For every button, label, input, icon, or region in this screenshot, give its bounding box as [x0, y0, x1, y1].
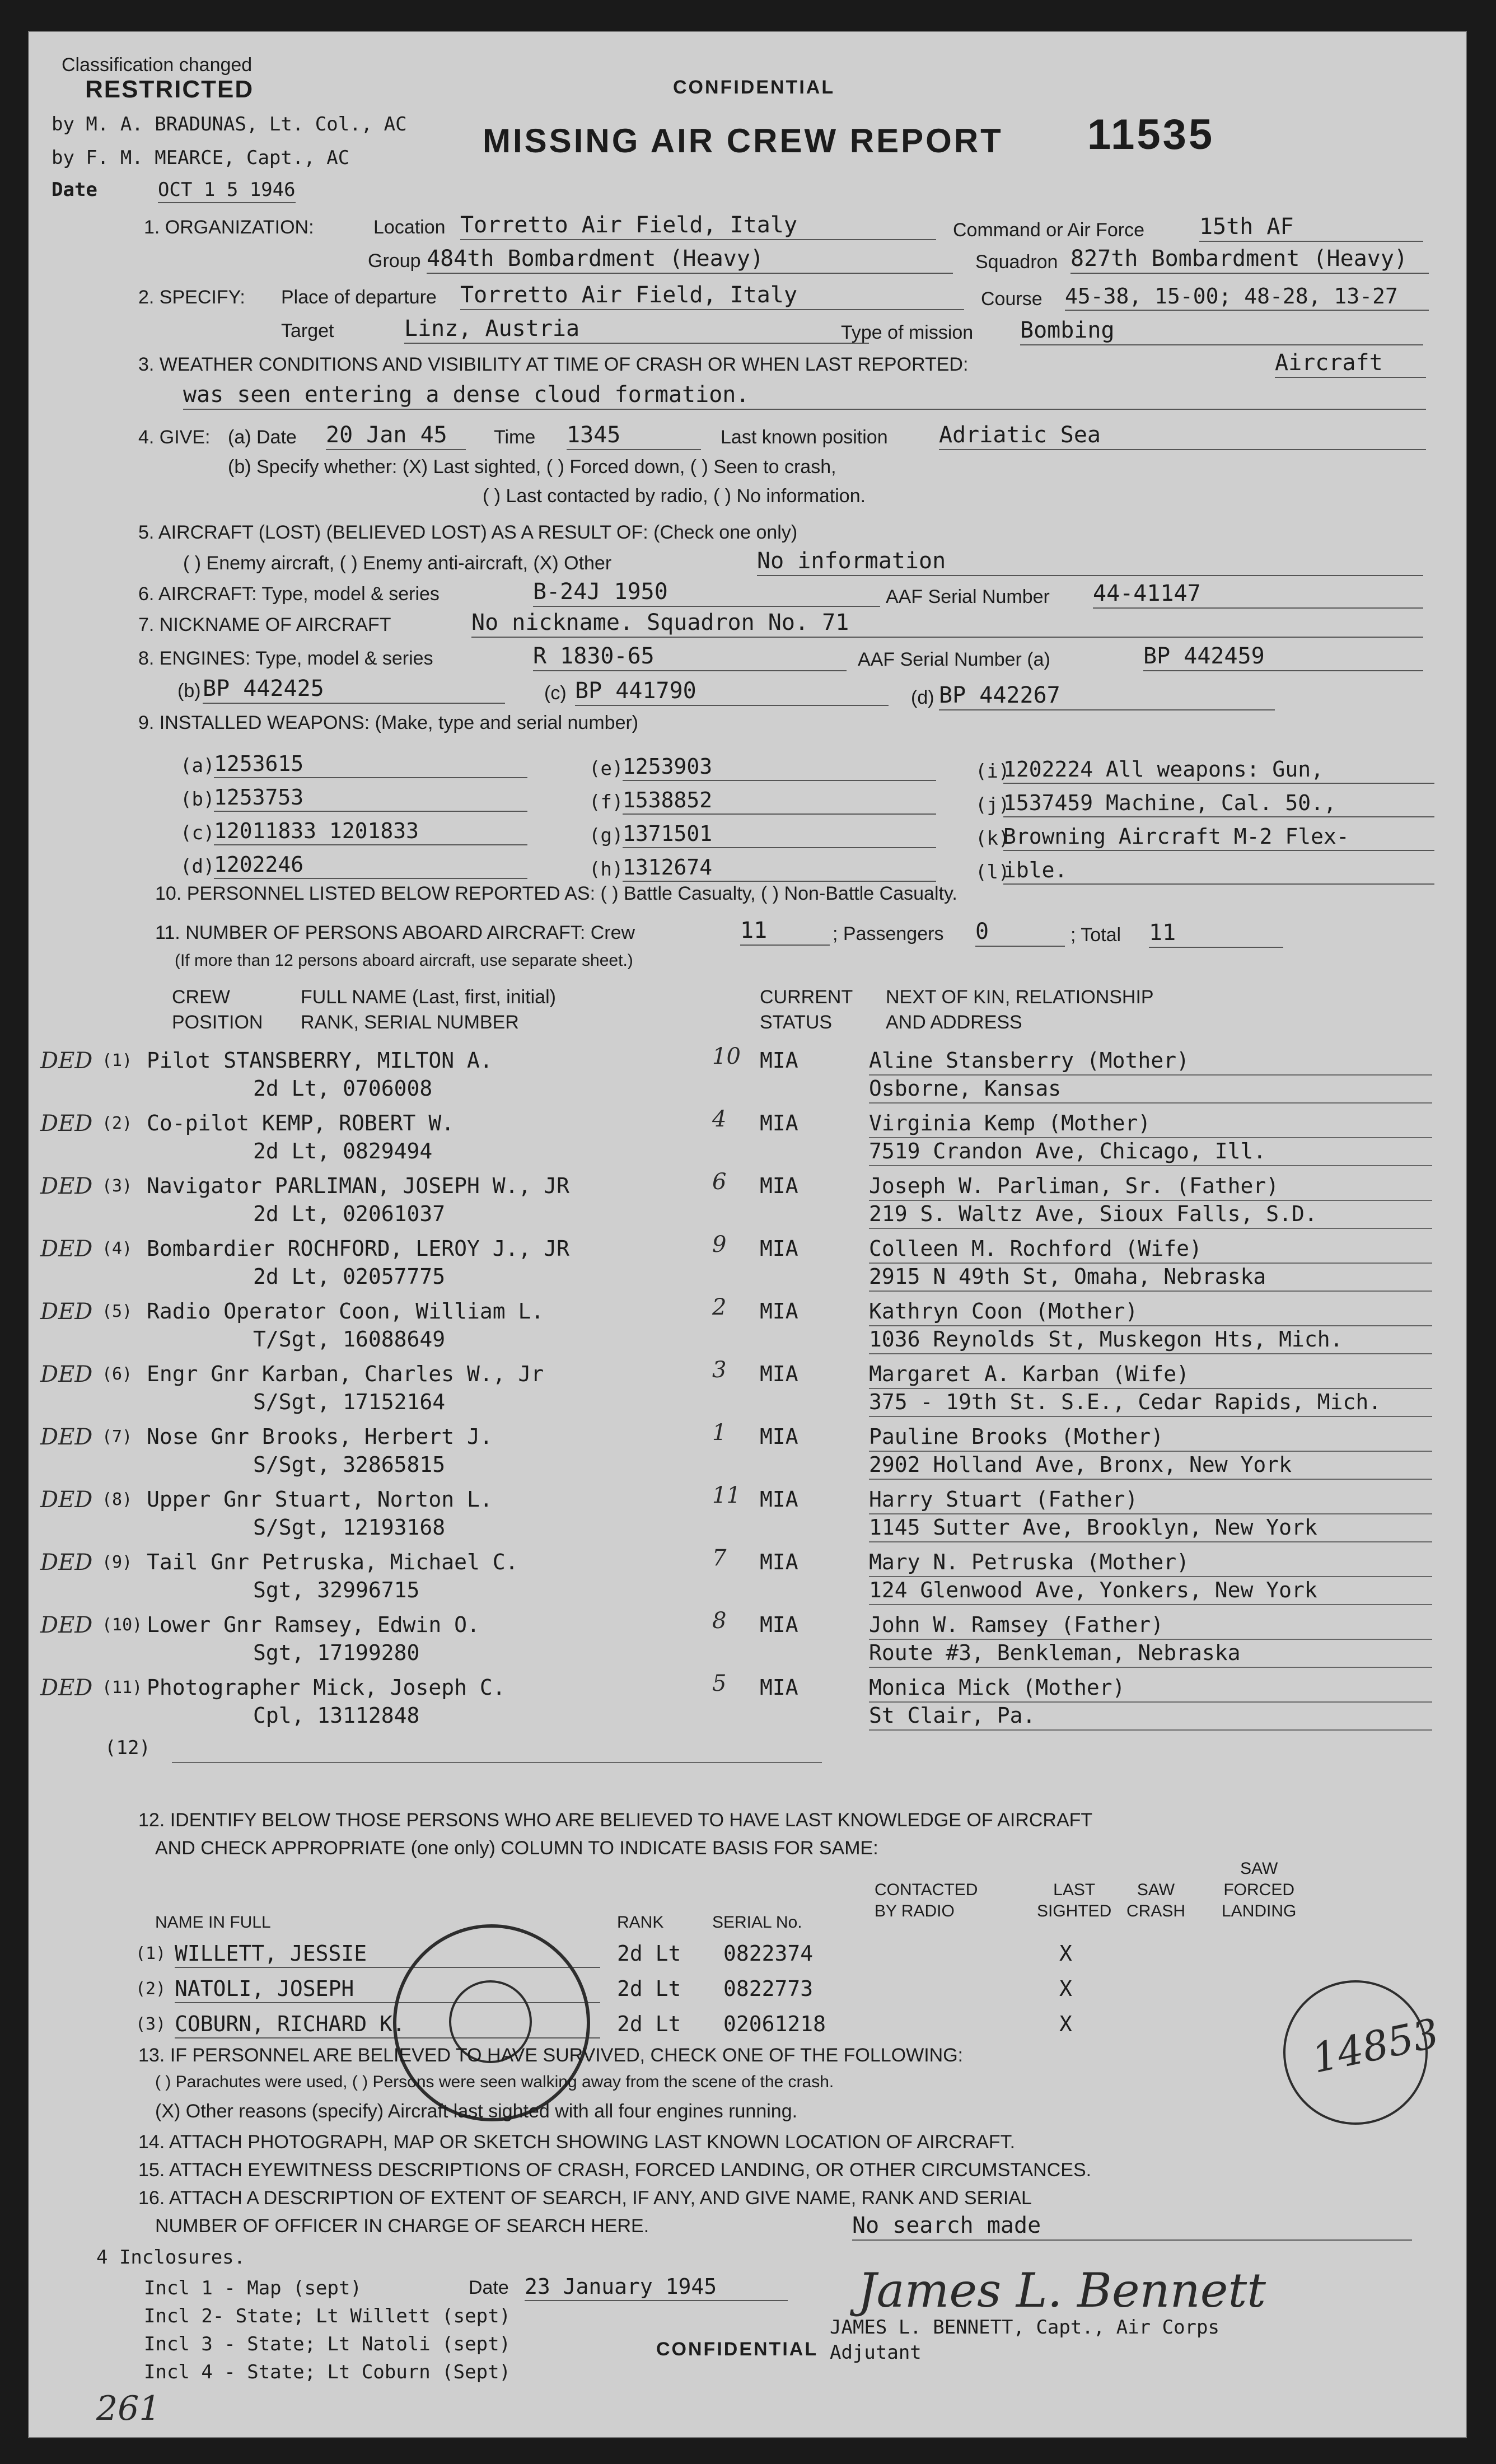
- s11-total-label: ; Total: [1070, 924, 1121, 946]
- weapon-serial: 1253753: [214, 785, 527, 812]
- crew-status: MIA: [760, 1048, 798, 1073]
- s13-line1: 13. IF PERSONNEL ARE BELIEVED TO HAVE SURVIVED, CHECK ONE OF THE FOLLOWING:: [138, 2045, 964, 2066]
- declass-by-2: by F. M. MEARCE, Capt., AC: [52, 147, 350, 169]
- s4-b-line2: ( ) Last contacted by radio, ( ) No information.: [483, 485, 866, 507]
- crew-kin-line: [869, 1228, 1432, 1229]
- crew-name: Tail Gnr Petruska, Michael C.: [147, 1550, 518, 1574]
- crew-name: Navigator PARLIMAN, JOSEPH W., JR: [147, 1173, 569, 1198]
- s8-d-label: (d): [911, 687, 934, 708]
- s4-position: Adriatic Sea: [939, 422, 1426, 450]
- crew-status-mark: DED: [40, 1612, 93, 1638]
- crew-rank-serial: T/Sgt, 16088649: [253, 1327, 446, 1352]
- inclosures-date-label: Date: [469, 2277, 509, 2298]
- crew-header-name-2: RANK, SERIAL NUMBER: [301, 1012, 519, 1033]
- weapon-key: (b): [180, 788, 215, 811]
- witness-serial: 0822773: [723, 1976, 814, 2001]
- witness-name: NATOLI, JOSEPH: [175, 1976, 600, 2003]
- crew-kin-line: [869, 1388, 1432, 1389]
- crew-number: (1): [102, 1051, 133, 1070]
- report-sheet: [28, 31, 1467, 2438]
- s8-d: BP 442267: [939, 682, 1275, 710]
- s2-label: 2. SPECIFY:: [138, 287, 245, 308]
- crew-rank-serial: 2d Lt, 0829494: [253, 1139, 433, 1163]
- weapon-key: (e): [589, 758, 624, 780]
- crew-kin: Colleen M. Rochford (Wife): [869, 1236, 1202, 1261]
- s2-departure: Torretto Air Field, Italy: [460, 282, 964, 310]
- file-number: 14853: [1307, 2009, 1443, 2082]
- s5-other: No information: [757, 548, 1423, 576]
- crew-status-mark: DED: [40, 1236, 93, 1262]
- crew-kin-line: [869, 1701, 1432, 1703]
- weapon-serial: Browning Aircraft M-2 Flex-: [1003, 824, 1434, 851]
- crew-kin-address: 219 S. Waltz Ave, Sioux Falls, S.D.: [869, 1201, 1317, 1226]
- crew-kin-line: [869, 1576, 1432, 1577]
- crew-kin-line: [869, 1513, 1432, 1514]
- witness-rank: 2d Lt: [617, 1941, 681, 1966]
- crew-kin: Pauline Brooks (Mother): [869, 1424, 1164, 1449]
- s14-text: 14. ATTACH PHOTOGRAPH, MAP OR SKETCH SHOWING LAST KNOWN LOCATION OF AIRCRAFT.: [138, 2131, 1016, 2153]
- signer-title: Adjutant: [830, 2341, 922, 2364]
- s3-label: 3. WEATHER CONDITIONS AND VISIBILITY AT TIME OF CRASH OR WHEN LAST REPORTED:: [138, 354, 969, 375]
- s12-line2: AND CHECK APPROPRIATE (one only) COLUMN TO INDICATE BASIS FOR SAME:: [155, 1838, 878, 1859]
- crew-status-mark: DED: [40, 1299, 93, 1325]
- s11-crew: 11: [740, 918, 830, 946]
- crew-header-name-1: FULL NAME (Last, first, initial): [301, 986, 556, 1008]
- crew-status-mark: DED: [40, 1111, 93, 1137]
- crew-status-mark: DED: [40, 1424, 93, 1450]
- crew-status-mark: DED: [40, 1487, 93, 1513]
- crew-hand-number: 3: [712, 1357, 727, 1383]
- crew-rank-serial: 2d Lt, 02057775: [253, 1264, 446, 1289]
- weapon-serial: ible.: [1003, 858, 1434, 885]
- crew-rank-serial: Sgt, 32996715: [253, 1578, 420, 1602]
- s12-h-name: NAME IN FULL: [155, 1913, 271, 1932]
- crew-header-position-2: POSITION: [172, 1012, 263, 1033]
- s1-location-label: Location: [373, 217, 446, 238]
- weapon-key: (f): [589, 791, 624, 813]
- classification-changed: Classification changed: [62, 54, 253, 76]
- crew-kin-address: Route #3, Benkleman, Nebraska: [869, 1640, 1241, 1665]
- crew-name: Radio Operator Coon, William L.: [147, 1299, 544, 1324]
- crew-kin-line: [869, 1102, 1432, 1104]
- crew-number: (11): [102, 1678, 143, 1698]
- s1-command-label: Command or Air Force: [953, 219, 1144, 241]
- witness-number: (1): [135, 1944, 166, 1963]
- weapon-serial: 1312674: [623, 855, 936, 882]
- s12-h-serial: SERIAL No.: [712, 1913, 802, 1932]
- s7-value: No nickname. Squadron No. 71: [471, 610, 1423, 638]
- s8-c-label: (c): [544, 682, 567, 704]
- s2-target: Linz, Austria: [404, 316, 869, 344]
- weapon-key: (g): [589, 825, 624, 847]
- s8-b-label: (b): [177, 680, 201, 702]
- crew-status: MIA: [760, 1111, 798, 1135]
- s3-value-2: was seen entering a dense cloud formation.: [183, 382, 1426, 410]
- crew-name: Pilot STANSBERRY, MILTON A.: [147, 1048, 493, 1073]
- s16-line1: 16. ATTACH A DESCRIPTION OF EXTENT OF SEARCH, IF ANY, AND GIVE NAME, RANK AND SERIAL: [138, 2187, 1032, 2209]
- crew-kin: John W. Ramsey (Father): [869, 1612, 1164, 1637]
- s1-squadron: 827th Bombardment (Heavy): [1070, 246, 1429, 274]
- crew-hand-number: 6: [712, 1169, 727, 1195]
- weapon-key: (h): [589, 858, 624, 881]
- s6-label: 6. AIRCRAFT: Type, model & series: [138, 583, 440, 605]
- s3-value-1: Aircraft: [1275, 350, 1426, 378]
- crew-kin-address: 2902 Holland Ave, Bronx, New York: [869, 1452, 1292, 1477]
- crew-name: Bombardier ROCHFORD, LEROY J., JR: [147, 1236, 569, 1261]
- inclosure-item: Incl 1 - Map (sept): [144, 2277, 362, 2299]
- s13-line2: ( ) Parachutes were used, ( ) Persons were seen walking away from the scene of the crash.: [155, 2073, 834, 2091]
- crew-header-status-2: STATUS: [760, 1012, 833, 1033]
- crew-kin-line: [869, 1137, 1432, 1138]
- crew-kin-line: [869, 1353, 1432, 1354]
- s12-h-rank: RANK: [617, 1913, 664, 1932]
- crew-number: (3): [102, 1176, 133, 1196]
- s12-h-sighted: LAST SIGHTED: [1037, 1881, 1112, 1920]
- s2-mission-label: Type of mission: [841, 322, 974, 343]
- weapon-serial: 1253903: [623, 754, 936, 781]
- s4-date-label: (a) Date: [228, 427, 297, 448]
- s11-total: 11: [1149, 920, 1283, 948]
- crew-status: MIA: [760, 1173, 798, 1198]
- crew-kin-address: 375 - 19th St. S.E., Cedar Rapids, Mich.: [869, 1390, 1382, 1414]
- weapon-serial: 1253615: [214, 751, 527, 778]
- crew-status: MIA: [760, 1612, 798, 1637]
- crew-status: MIA: [760, 1299, 798, 1324]
- crew-kin-line: [869, 1325, 1432, 1326]
- s2-course: 45-38, 15-00; 48-28, 13-27: [1065, 284, 1429, 311]
- crew-name: Engr Gnr Karban, Charles W., Jr: [147, 1362, 544, 1386]
- s12-h-forced: SAW FORCED LANDING: [1222, 1859, 1297, 1920]
- s13-line3: (X) Other reasons (specify) Aircraft last sighted with all four engines running.: [155, 2101, 798, 2122]
- crew-kin-address: 1036 Reynolds St, Muskegon Hts, Mich.: [869, 1327, 1343, 1352]
- crew-number: (6): [102, 1364, 133, 1384]
- inclosure-item: Incl 4 - State; Lt Coburn (Sept): [144, 2361, 511, 2383]
- witness-rank: 2d Lt: [617, 1976, 681, 2001]
- s16-value: No search made: [852, 2213, 1412, 2241]
- crew-hand-number: 2: [712, 1294, 727, 1320]
- declass-date-label: Date: [52, 179, 97, 201]
- weapon-serial: 1202246: [214, 852, 527, 879]
- crew-kin: Mary N. Petruska (Mother): [869, 1550, 1189, 1574]
- s12-h-crash: SAW CRASH: [1126, 1881, 1186, 1920]
- s8-type: R 1830-65: [533, 643, 847, 671]
- crew-header-kin-2: AND ADDRESS: [886, 1012, 1022, 1033]
- s8-a: BP 442459: [1143, 643, 1423, 671]
- witness-serial: 0822374: [723, 1941, 814, 1966]
- crew-status-mark: DED: [40, 1550, 93, 1575]
- crew-rank-serial: S/Sgt, 12193168: [253, 1515, 446, 1540]
- report-number: 11535: [1087, 111, 1215, 158]
- weapon-key: (i): [975, 760, 1010, 783]
- s8-label: 8. ENGINES: Type, model & series: [138, 648, 433, 669]
- declass-date: OCT 1 5 1946: [158, 179, 296, 203]
- s11-label: 11. NUMBER OF PERSONS ABOARD AIRCRAFT: Crew: [155, 922, 635, 943]
- crew-status: MIA: [760, 1424, 798, 1449]
- handwritten-signature: James L. Bennett: [858, 2263, 1266, 2318]
- s8-b: BP 442425: [203, 676, 505, 704]
- witness-last-sighted-mark: X: [1059, 2012, 1072, 2036]
- s8-serial-label: AAF Serial Number (a): [858, 649, 1050, 670]
- crew-rank-serial: S/Sgt, 17152164: [253, 1390, 446, 1414]
- crew-status-mark: DED: [40, 1362, 93, 1387]
- crew-hand-number: 9: [712, 1232, 727, 1257]
- signer-name: JAMES L. BENNETT, Capt., Air Corps: [830, 2316, 1219, 2339]
- crew-kin-address: 124 Glenwood Ave, Yonkers, New York: [869, 1578, 1317, 1602]
- s10-text: 10. PERSONNEL LISTED BELOW REPORTED AS: ( ) Battle Casualty, ( ) Non-Battle Casualty.: [155, 883, 957, 904]
- crew-kin: Margaret A. Karban (Wife): [869, 1362, 1189, 1386]
- crew-number: (4): [102, 1239, 133, 1259]
- bottom-left-note: 261: [96, 2389, 161, 2428]
- weapon-key: (j): [975, 794, 1010, 816]
- crew-kin-line: [869, 1416, 1432, 1417]
- crew-number: (8): [102, 1490, 133, 1509]
- crew-kin-address: St Clair, Pa.: [869, 1703, 1036, 1728]
- crew-name: Upper Gnr Stuart, Norton L.: [147, 1487, 493, 1512]
- crew-rank-serial: 2d Lt, 0706008: [253, 1076, 433, 1101]
- confidential-top: CONFIDENTIAL: [673, 77, 835, 98]
- crew-kin: Aline Stansberry (Mother): [869, 1048, 1189, 1073]
- crew-kin: Joseph W. Parliman, Sr. (Father): [869, 1173, 1279, 1198]
- inclosure-item: Incl 3 - State; Lt Natoli (sept): [144, 2333, 511, 2355]
- crew-rank-serial: S/Sgt, 32865815: [253, 1452, 446, 1477]
- s11-passengers: 0: [975, 919, 1065, 947]
- crew-status-mark: DED: [40, 1048, 93, 1074]
- s6-serial-label: AAF Serial Number: [886, 586, 1050, 607]
- witness-last-sighted-mark: X: [1059, 1976, 1072, 2001]
- s1-group-label: Group: [368, 250, 421, 272]
- crew-name: Photographer Mick, Joseph C.: [147, 1675, 506, 1700]
- crew-row-12-number: (12): [105, 1737, 151, 1759]
- crew-hand-number: 1: [712, 1420, 727, 1446]
- weapon-serial: 1202224 All weapons: Gun,: [1003, 757, 1434, 784]
- crew-number: (7): [102, 1427, 133, 1447]
- crew-kin-line: [869, 1639, 1432, 1640]
- weapon-serial: 1537459 Machine, Cal. 50.,: [1003, 791, 1434, 817]
- crew-hand-number: 4: [712, 1106, 727, 1132]
- crew-kin-address: Osborne, Kansas: [869, 1076, 1062, 1101]
- crew-kin-line: [869, 1604, 1432, 1605]
- witness-number: (3): [135, 2014, 166, 2034]
- s1-label: 1. ORGANIZATION:: [144, 217, 314, 238]
- crew-rank-serial: 2d Lt, 02061037: [253, 1201, 446, 1226]
- crew-kin-line: [869, 1479, 1432, 1480]
- crew-kin-line: [869, 1291, 1432, 1292]
- s6-type: B-24J 1950: [533, 579, 880, 607]
- weapon-key: (d): [180, 855, 215, 878]
- crew-kin-line: [869, 1165, 1432, 1166]
- weapon-serial: 12011833 1201833: [214, 819, 527, 845]
- weapon-serial: 1371501: [623, 821, 936, 848]
- crew-hand-number: 10: [712, 1044, 741, 1069]
- crew-name: Lower Gnr Ramsey, Edwin O.: [147, 1612, 480, 1637]
- s12-h-radio: CONTACTED BY RADIO: [875, 1881, 978, 1920]
- s1-group: 484th Bombardment (Heavy): [427, 246, 953, 274]
- crew-header-kin-1: NEXT OF KIN, RELATIONSHIP: [886, 986, 1154, 1008]
- crew-number: (5): [102, 1302, 133, 1321]
- crew-status-mark: DED: [40, 1675, 93, 1701]
- crew-kin-line: [869, 1541, 1432, 1542]
- s16-line2: NUMBER OF OFFICER IN CHARGE OF SEARCH HERE.: [155, 2215, 649, 2237]
- inclosures-title: 4 Inclosures.: [96, 2246, 246, 2269]
- crew-status-mark: DED: [40, 1173, 93, 1199]
- weapon-serial: 1538852: [623, 788, 936, 815]
- page-title: MISSING AIR CREW REPORT: [483, 122, 1003, 160]
- witness-rank: 2d Lt: [617, 2012, 681, 2036]
- crew-kin-line: [869, 1667, 1432, 1668]
- s1-command: 15th AF: [1199, 214, 1423, 242]
- s7-label: 7. NICKNAME OF AIRCRAFT: [138, 614, 391, 635]
- s12-line1: 12. IDENTIFY BELOW THOSE PERSONS WHO ARE BELIEVED TO HAVE LAST KNOWLEDGE OF AIRCRAFT: [138, 1810, 1093, 1831]
- s4-b-line1: (b) Specify whether: (X) Last sighted, ( ) Forced down, ( ) Seen to crash,: [228, 456, 836, 478]
- crew-kin-line: [869, 1200, 1432, 1201]
- crew-name: Co-pilot KEMP, ROBERT W.: [147, 1111, 455, 1135]
- crew-status: MIA: [760, 1362, 798, 1386]
- s4-date: 20 Jan 45: [326, 422, 466, 450]
- crew-rank-serial: Sgt, 17199280: [253, 1640, 420, 1665]
- weapon-key: (c): [180, 822, 215, 844]
- crew-kin-line: [869, 1729, 1432, 1731]
- s4-label: 4. GIVE:: [138, 427, 211, 448]
- s2-departure-label: Place of departure: [281, 287, 437, 308]
- crew-status: MIA: [760, 1487, 798, 1512]
- crew-kin: Harry Stuart (Father): [869, 1487, 1138, 1512]
- crew-hand-number: 7: [712, 1545, 727, 1571]
- crew-hand-number: 5: [712, 1671, 727, 1696]
- weapon-key: (l): [975, 861, 1010, 883]
- inclosures-date: 23 January 1945: [525, 2274, 788, 2301]
- inclosure-item: Incl 2- State; Lt Willett (sept): [144, 2305, 511, 2327]
- crew-header-status-1: CURRENT: [760, 986, 853, 1008]
- crew-name: Nose Gnr Brooks, Herbert J.: [147, 1424, 493, 1449]
- crew-kin-line: [869, 1451, 1432, 1452]
- s9-label: 9. INSTALLED WEAPONS: (Make, type and serial number): [138, 712, 639, 733]
- crew-hand-number: 11: [712, 1483, 741, 1508]
- witness-name: COBURN, RICHARD K.: [175, 2012, 600, 2038]
- crew-status: MIA: [760, 1550, 798, 1574]
- crew-kin-line: [869, 1074, 1432, 1076]
- crew-kin-address: 1145 Sutter Ave, Brooklyn, New York: [869, 1515, 1317, 1540]
- s4-position-label: Last known position: [721, 427, 888, 448]
- crew-kin: Kathryn Coon (Mother): [869, 1299, 1138, 1324]
- s8-c: BP 441790: [575, 678, 889, 706]
- crew-number: (2): [102, 1114, 133, 1133]
- s2-course-label: Course: [981, 288, 1042, 310]
- weapon-key: (a): [180, 755, 215, 777]
- crew-kin-address: 7519 Crandon Ave, Chicago, Ill.: [869, 1139, 1266, 1163]
- s1-squadron-label: Squadron: [975, 251, 1058, 273]
- witness-last-sighted-mark: X: [1059, 1941, 1072, 1966]
- crew-status: MIA: [760, 1236, 798, 1261]
- crew-hand-number: 8: [712, 1608, 727, 1634]
- witness-number: (2): [135, 1979, 166, 1999]
- s2-mission: Bombing: [1020, 317, 1423, 345]
- crew-row-12-line: [172, 1762, 822, 1763]
- s1-location: Torretto Air Field, Italy: [460, 212, 936, 240]
- restricted-stamp: RESTRICTED: [85, 76, 254, 103]
- witness-name: WILLETT, JESSIE: [175, 1941, 600, 1968]
- confidential-bottom: CONFIDENTIAL: [656, 2339, 819, 2360]
- declass-by-1: by M. A. BRADUNAS, Lt. Col., AC: [52, 113, 407, 135]
- crew-header-position-1: CREW: [172, 986, 230, 1008]
- s4-time: 1345: [567, 422, 701, 450]
- crew-number: (9): [102, 1553, 133, 1572]
- crew-kin-address: 2915 N 49th St, Omaha, Nebraska: [869, 1264, 1266, 1289]
- crew-number: (10): [102, 1615, 143, 1635]
- s5-options: ( ) Enemy aircraft, ( ) Enemy anti-aircraft, (X) Other: [183, 553, 612, 574]
- s11-note: (If more than 12 persons aboard aircraft, use separate sheet.): [175, 951, 633, 970]
- s11-pass-label: ; Passengers: [833, 923, 944, 945]
- s2-target-label: Target: [281, 320, 334, 342]
- witness-serial: 02061218: [723, 2012, 826, 2036]
- s15-text: 15. ATTACH EYEWITNESS DESCRIPTIONS OF CRASH, FORCED LANDING, OR OTHER CIRCUMSTANCES.: [138, 2159, 1092, 2181]
- crew-rank-serial: Cpl, 13112848: [253, 1703, 420, 1728]
- crew-kin: Monica Mick (Mother): [869, 1675, 1125, 1700]
- crew-kin: Virginia Kemp (Mother): [869, 1111, 1151, 1135]
- crew-status: MIA: [760, 1675, 798, 1700]
- s4-time-label: Time: [494, 427, 536, 448]
- weapon-key: (k): [975, 827, 1010, 850]
- s6-serial: 44-41147: [1093, 581, 1423, 609]
- crew-kin-line: [869, 1263, 1432, 1264]
- s5-label: 5. AIRCRAFT (LOST) (BELIEVED LOST) AS A RESULT OF: (Check one only): [138, 522, 798, 543]
